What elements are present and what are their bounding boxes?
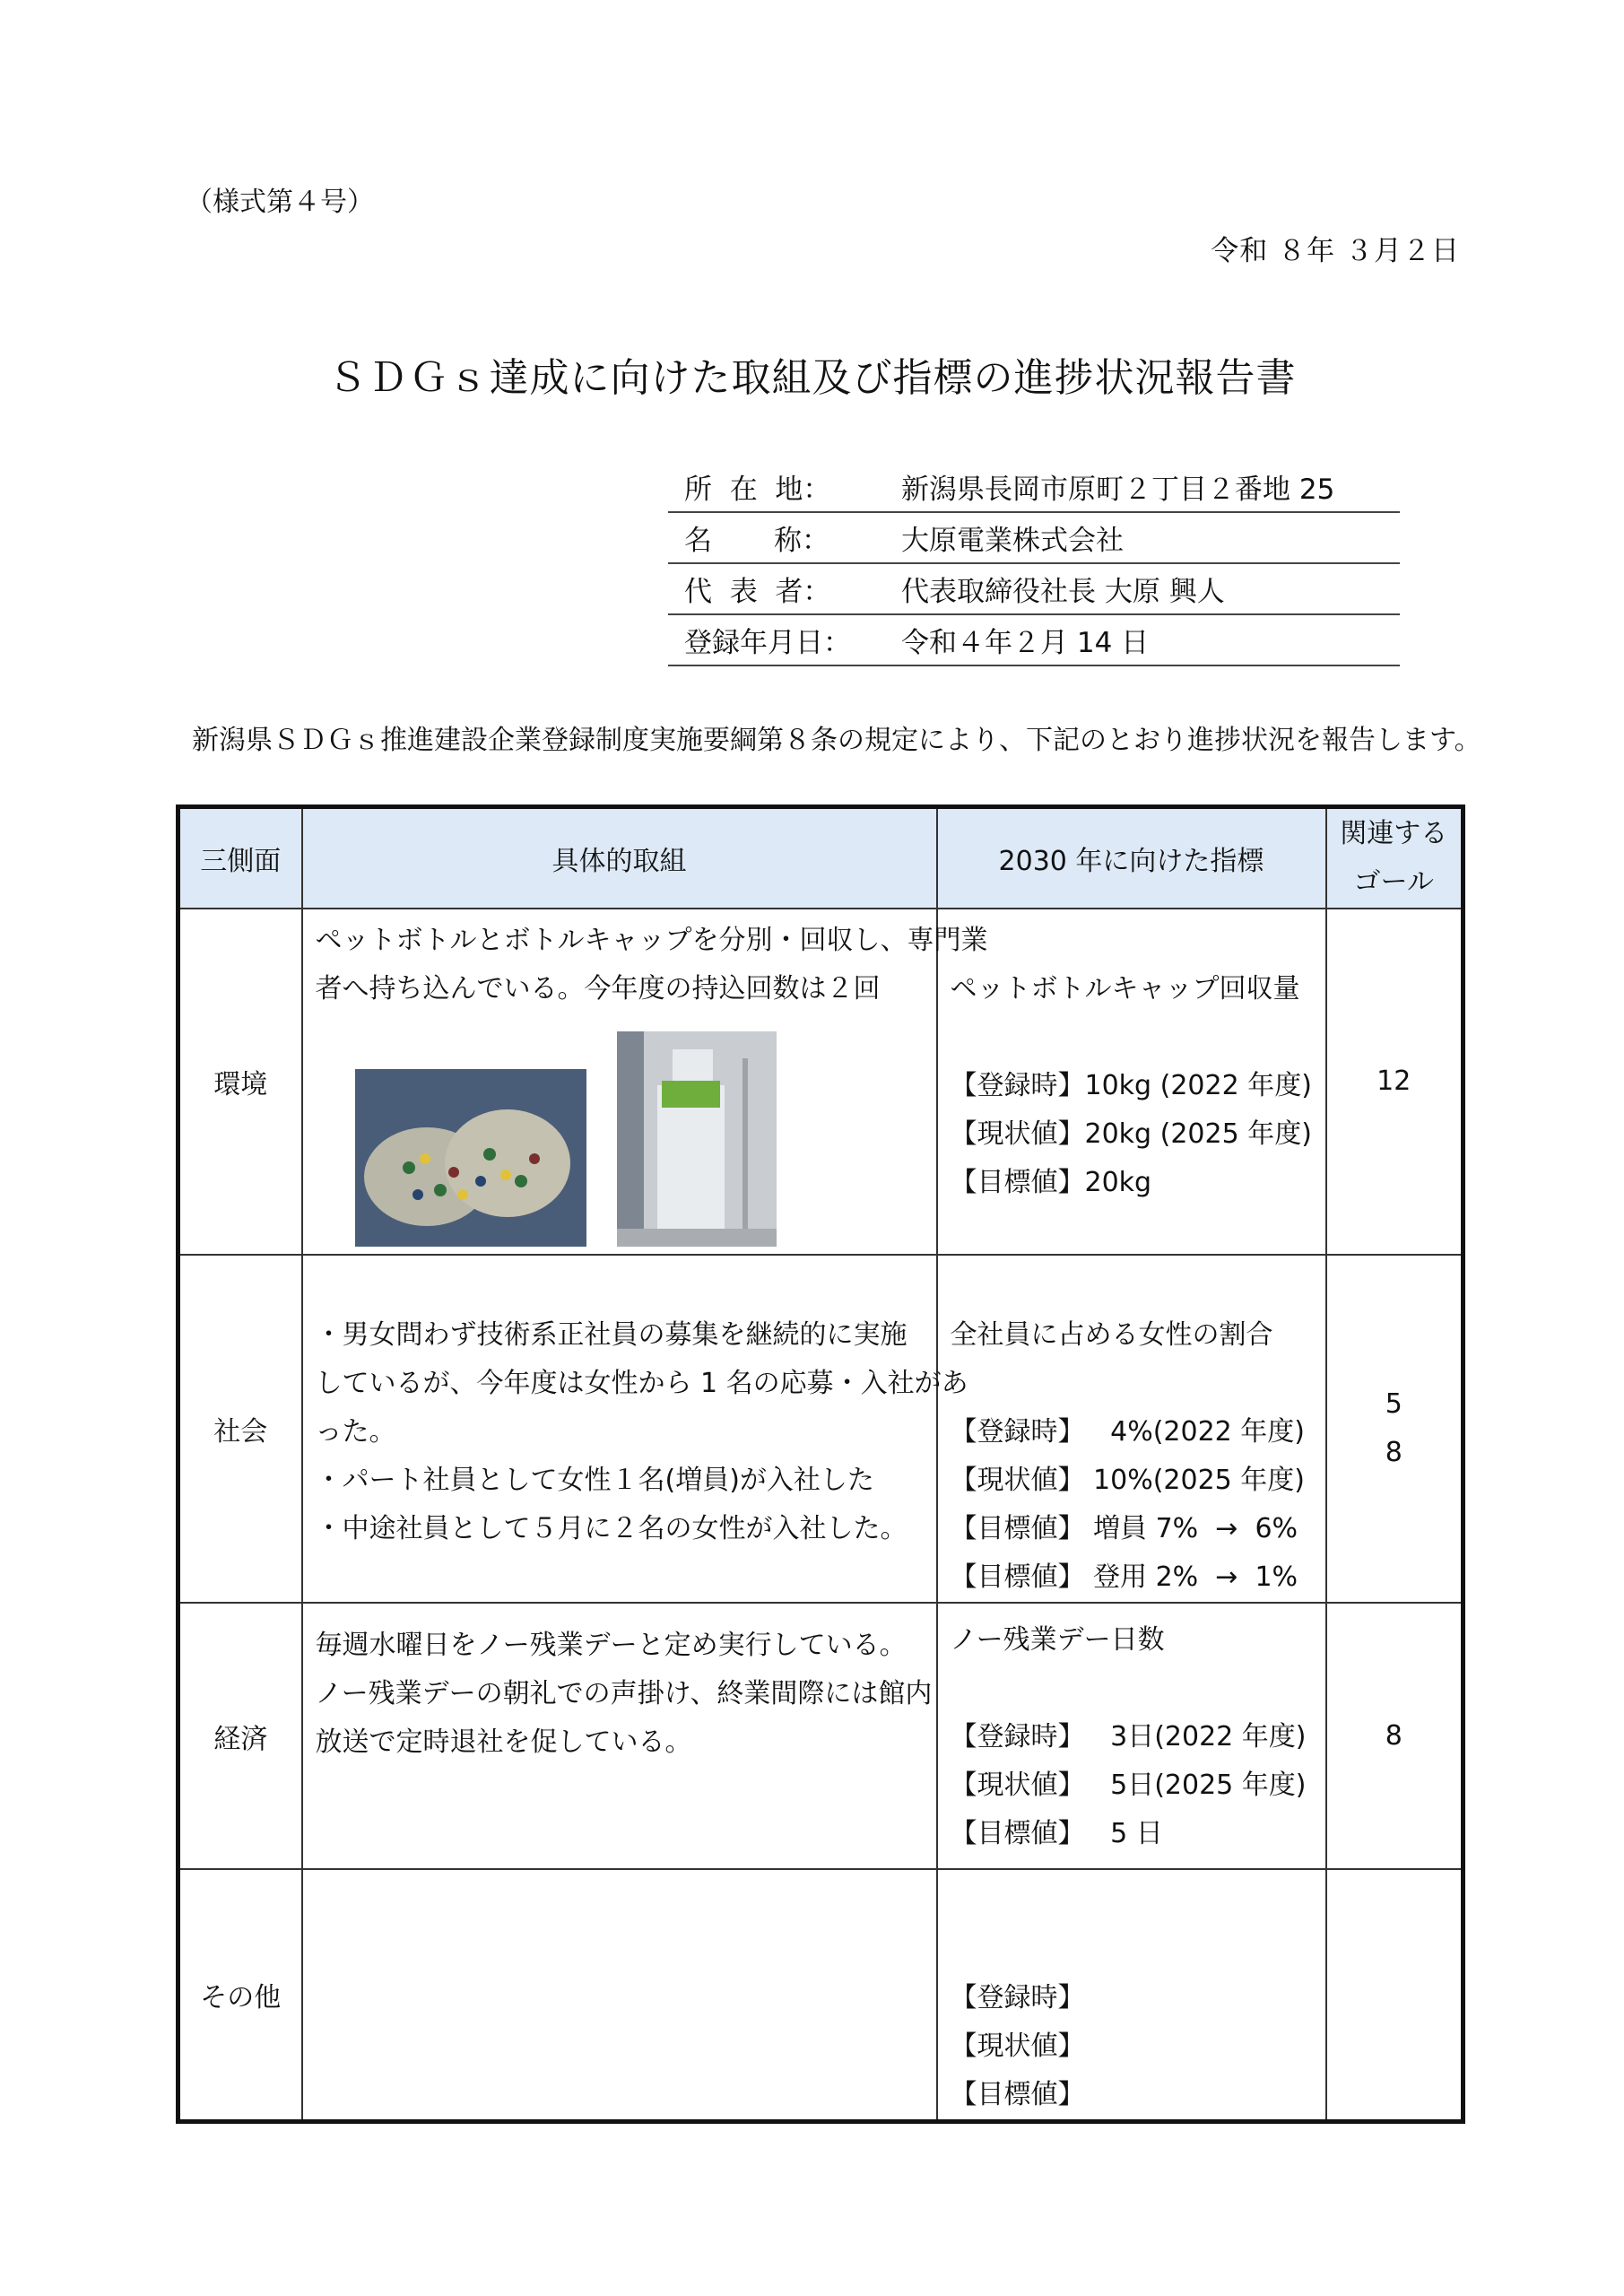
indicator-line — [951, 1665, 1313, 1713]
header-aspect: 三側面 — [178, 807, 302, 909]
info-value: 代表取締役社長 大原 興人 — [901, 576, 1225, 608]
indicator-line: ノー残業デー日数 — [950, 1624, 1165, 1656]
photo-row — [355, 1031, 924, 1247]
info-row-name — [668, 513, 1400, 564]
initiative-line: ・男女問わず技術系正社員の募集を継続的に実施 — [315, 1319, 908, 1351]
info-row-representative — [668, 564, 1400, 615]
info-value: 令和４年２月 14 日 — [901, 627, 1150, 659]
table-header-row — [178, 807, 1463, 909]
collection-box-photo — [617, 1031, 777, 1247]
indicator-line — [951, 1926, 1313, 1974]
indicator-line: 【現状値】20kg (2025 年度) — [950, 1118, 1312, 1150]
info-value: 新潟県長岡市原町２丁目２番地 25 — [901, 474, 1335, 506]
indicator-line: 【現状値】 5日(2025 年度) — [950, 1770, 1307, 1801]
indicator-line: 【目標値】 増員 7% → 6% — [950, 1513, 1298, 1544]
header-goal-line: ゴール — [1353, 866, 1434, 898]
indicator-line — [951, 1877, 1313, 1926]
initiative-line: ノー残業デーの朝礼での声掛け、終業間際には館内 — [315, 1678, 933, 1709]
info-label: 名 称： — [684, 525, 829, 557]
aspect-cell: 経済 — [178, 1603, 302, 1869]
indicator-cell — [937, 909, 1326, 1255]
info-row-address — [668, 462, 1400, 513]
bottle-caps-bags-photo — [355, 1069, 586, 1247]
header-goal — [1326, 807, 1463, 909]
header-initiative: 具体的取組 — [302, 807, 937, 909]
indicator-line: 【目標値】 5 日 — [950, 1818, 1163, 1849]
table-row — [178, 1869, 1463, 2122]
indicator-line: 【登録時】 4%(2022 年度) — [950, 1416, 1305, 1448]
company-info — [668, 462, 1400, 666]
indicator-line: 【登録時】10kg (2022 年度) — [950, 1070, 1312, 1101]
table-row — [178, 1603, 1463, 1869]
indicator-line — [951, 917, 1313, 965]
goal-number: 8 — [1385, 1719, 1403, 1752]
aspect-cell: 環境 — [178, 909, 302, 1255]
indicator-line — [951, 1263, 1313, 1311]
document-date: 令和 ８年 ３月２日 — [1211, 235, 1460, 267]
initiative-line — [316, 1263, 924, 1311]
initiative-cell — [302, 1603, 937, 1869]
indicator-cell — [937, 1603, 1326, 1869]
indicator-line: 【現状値】 10%(2025 年度) — [950, 1465, 1306, 1496]
goal-cell — [1326, 1255, 1463, 1603]
indicator-line: 【目標値】20kg — [950, 1167, 1152, 1198]
info-row-registration-date — [668, 615, 1400, 666]
aspect-cell: 社会 — [178, 1255, 302, 1603]
initiative-line: ・パート社員として女性１名(増員)が入社した — [315, 1465, 874, 1496]
initiative-line: 放送で定時退社を促している。 — [315, 1726, 692, 1758]
indicator-cell — [937, 1869, 1326, 2122]
info-value: 大原電業株式会社 — [901, 525, 1124, 557]
indicator-cell — [937, 1255, 1326, 1603]
header-goal-line: 関連する — [1340, 818, 1448, 849]
info-label: 代 表 者： — [684, 576, 831, 608]
goal-number: 5 — [1385, 1388, 1403, 1420]
initiative-line: 毎週水曜日をノー残業デーと定め実行している。 — [315, 1630, 907, 1661]
goal-cell — [1326, 1869, 1463, 2122]
initiative-line: ・中途社員として５月に２名の女性が入社した。 — [315, 1513, 908, 1544]
initiative-cell — [302, 1255, 968, 1603]
initiative-line: しているが、今年度は女性から 1 名の応募・入社があ — [315, 1368, 968, 1399]
goal-number: 12 — [1376, 1065, 1411, 1097]
indicator-line: 【現状値】 — [950, 2031, 1085, 2062]
document-title: ＳＤＧｓ達成に向けた取組及び指標の進捗状況報告書 — [327, 355, 1297, 401]
header-indicator: 2030 年に向けた指標 — [937, 807, 1326, 909]
info-label: 所 在 地： — [684, 474, 831, 506]
initiative-cell — [302, 909, 988, 1255]
indicator-line — [951, 1360, 1313, 1408]
goal-cell — [1326, 909, 1463, 1255]
aspect-cell: その他 — [178, 1869, 302, 2122]
indicator-line: 【登録時】 — [950, 1982, 1085, 2013]
initiative-line: 者へ持ち込んでいる。今年度の持込回数は２回 — [315, 973, 881, 1004]
initiative-cell — [302, 1869, 937, 2122]
goal-number: 8 — [1385, 1437, 1403, 1468]
indicator-line: ペットボトルキャップ回収量 — [950, 973, 1300, 1004]
intro-text: 新潟県ＳＤＧｓ推進建設企業登録制度実施要綱第８条の規定により、下記のとおり進捗状況を報告します。 — [192, 725, 1481, 756]
table-row — [178, 909, 1463, 1255]
indicator-line: 【登録時】 3日(2022 年度) — [950, 1721, 1307, 1752]
indicator-line: 【目標値】 — [950, 2079, 1085, 2110]
table-row — [178, 1255, 1463, 1603]
initiative-line: った。 — [315, 1416, 396, 1448]
goal-cell — [1326, 1603, 1463, 1869]
indicator-line — [951, 1013, 1313, 1062]
progress-table — [176, 804, 1465, 2124]
form-number: （様式第４号） — [186, 187, 374, 218]
indicator-line: 全社員に占める女性の割合 — [950, 1319, 1273, 1351]
initiative-line: ペットボトルとボトルキャップを分別・回収し、専門業 — [315, 925, 988, 956]
indicator-line: 【目標値】 登用 2% → 1% — [950, 1561, 1298, 1593]
info-label: 登録年月日： — [684, 627, 851, 659]
